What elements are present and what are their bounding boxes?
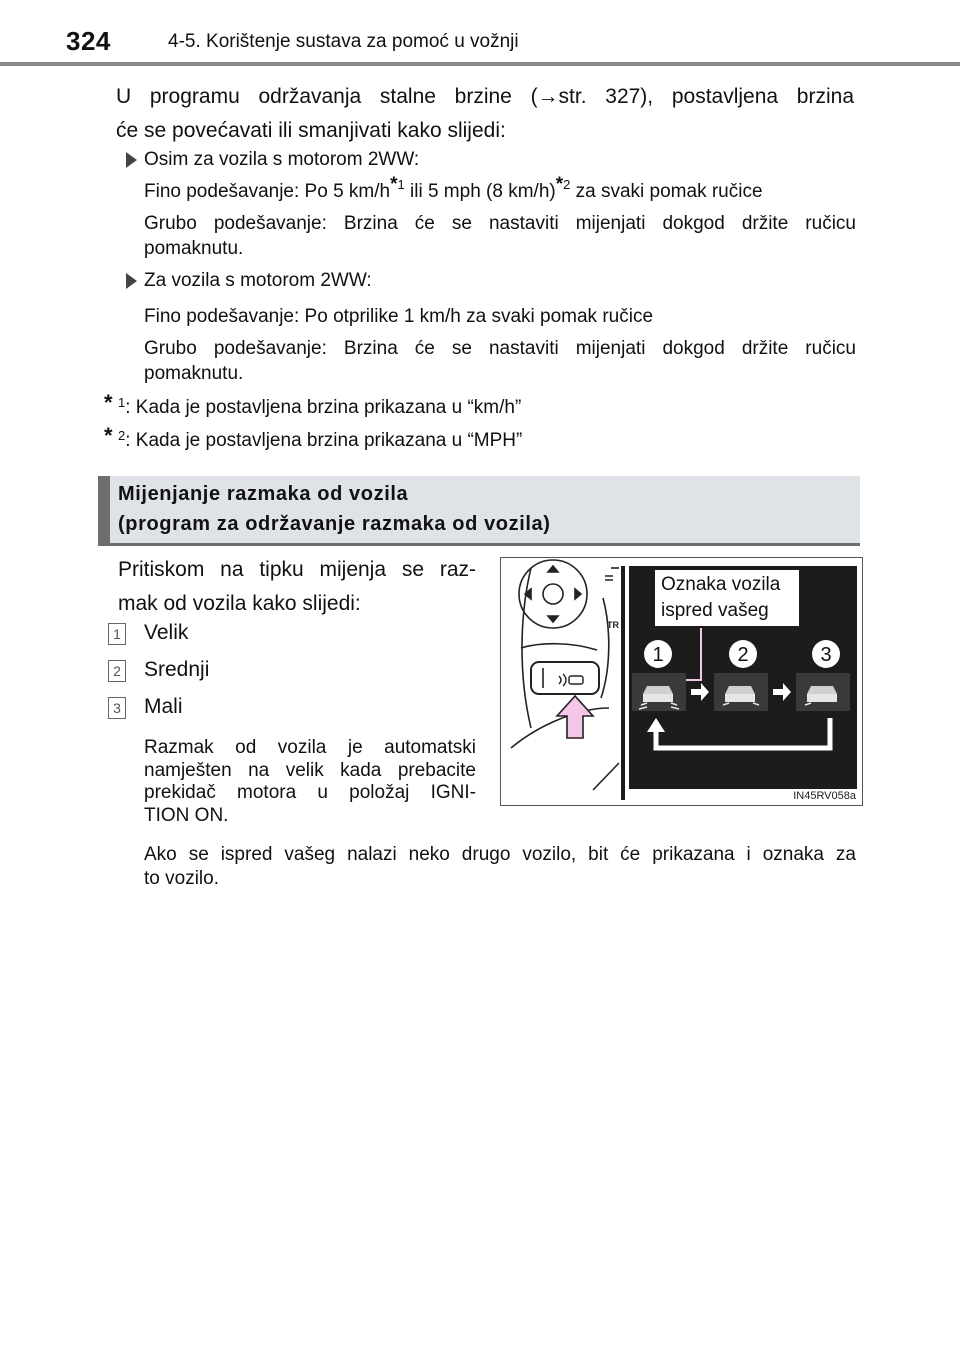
steering-wheel-sketch: [511, 560, 619, 790]
list-item-velik: Velik: [144, 621, 189, 644]
page-number: 324: [66, 26, 111, 56]
group-b-fine: Fino podešavanje: Po otprilike 1 km/h za svaki pomak ručice: [144, 306, 654, 327]
figure-divider: [621, 566, 625, 800]
lever-mark-icon: [605, 576, 613, 580]
section-box-title-line-1: Mijenjanje razmaka od vozila: [118, 483, 409, 505]
circled-number-1: 1: [652, 644, 664, 666]
group-a-fine: [144, 174, 856, 205]
closing-line-2: to vozilo.: [144, 868, 219, 889]
tr-label: TR: [607, 620, 619, 630]
closing-paragraph: [144, 843, 856, 891]
section-box-bar: [98, 476, 110, 544]
distance-button-icon: [559, 674, 583, 686]
group-a-coarse-line-1: Grubo podešavanje: Brzina će se nastaviti mijenjati dokgod držite ručicu: [144, 213, 856, 234]
bullet-triangle-icon: [126, 273, 137, 289]
closing-line-1: Ako se ispred vašeg nalazi neko drugo vozilo, bit će prikazana i oznaka za: [144, 844, 856, 865]
note-paragraph: [144, 737, 476, 827]
note-line-2: namješten na velik kada prebacite: [144, 759, 476, 781]
footnote-mark: *: [104, 423, 113, 448]
circled-number-2: 2: [737, 644, 749, 666]
group-a-heading: Osim za vozila s motorom 2WW:: [144, 149, 420, 170]
group-b-coarse-line-2: pomaknutu.: [144, 363, 244, 384]
footnote-2-text: : Kada je postavljena brzina prikazana u “MPH”: [125, 430, 523, 451]
right-arrow-icon: [575, 589, 581, 599]
up-arrow-icon: [548, 566, 558, 572]
illustration-svg: [501, 558, 862, 805]
footnote-sup-2: 2: [563, 177, 571, 192]
distance-display-large: [632, 673, 686, 711]
down-arrow-icon: [548, 616, 558, 622]
note-line-4: TION ON.: [144, 804, 229, 826]
section-box-rule: [98, 543, 860, 546]
press-arrow-icon: [557, 696, 593, 738]
group-b-heading: Za vozila s motorom 2WW:: [144, 270, 372, 291]
control-center: [543, 584, 563, 604]
group-a-coarse-line-2: pomaknutu.: [144, 238, 244, 259]
footnote-sup-1: 1: [397, 177, 405, 192]
callout-line-2: ispred vašeg: [661, 600, 769, 621]
distance-display-medium: [714, 673, 768, 711]
note-line-1: Razmak od vozila je automatski: [144, 737, 476, 758]
section-title: 4-5. Korištenje sustava za pomoć u vožnji: [168, 31, 519, 52]
figure-code: IN45RV058a: [793, 790, 856, 802]
group-a-fine-a: Fino podešavanje: Po 5 km/h: [144, 181, 391, 202]
lead-paragraph: [118, 553, 476, 621]
distance-display-small: [796, 673, 850, 711]
section-box-title-line-2: (program za održavanje razmaka od vozila): [118, 513, 551, 535]
intro-line-1: U programu održavanja stalne brzine (→str. 327), postavljena brzina: [116, 85, 854, 108]
list-number: 2: [108, 660, 126, 682]
lead-line-1: Pritiskom na tipku mijenja se raz-: [118, 558, 476, 581]
footnote-mark: *: [390, 174, 398, 195]
footnote-1-text: : Kada je postavljena brzina prikazana u “km/h”: [125, 397, 522, 418]
callout-line-1: Oznaka vozila: [661, 574, 781, 595]
lead-line-2: mak od vozila kako slijedi:: [118, 592, 361, 615]
page-header: [0, 0, 960, 68]
footnote-sup-2: 2: [118, 428, 126, 443]
illustration-figure: [500, 557, 863, 806]
note-line-3: prekidač motora u položaj IGNI-: [144, 782, 476, 803]
header-rule: [0, 62, 960, 66]
footnote-2: [118, 429, 522, 454]
footnote-1: [118, 396, 521, 421]
group-a-fine-b: ili 5 mph (8 km/h): [404, 181, 556, 202]
list-number: 3: [108, 697, 126, 719]
bullet-triangle-icon: [126, 152, 137, 168]
list-number: 1: [108, 623, 126, 645]
list-item-mali: Mali: [144, 695, 183, 718]
footnote-mark: *: [104, 390, 113, 415]
footnote-sup-1: 1: [118, 395, 126, 410]
circled-number-3: 3: [820, 644, 832, 666]
list-item-srednji: Srednji: [144, 658, 210, 681]
footnote-mark: *: [555, 174, 564, 195]
intro-line-2: će se povećavati ili smanjivati kako slijedi:: [116, 119, 506, 142]
group-b-coarse-line-1: Grubo podešavanje: Brzina će se nastaviti mijenjati dokgod držite ručicu: [144, 338, 856, 359]
group-a-fine-c: za svaki pomak ručice: [570, 181, 763, 202]
intro-paragraph: [116, 80, 854, 148]
